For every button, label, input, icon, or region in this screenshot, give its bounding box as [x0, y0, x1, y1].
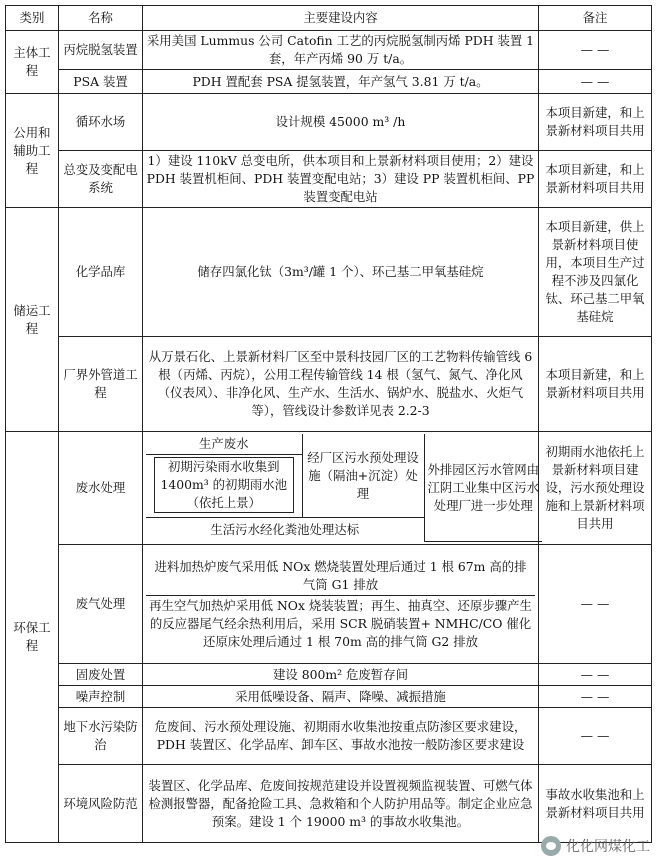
group-utility: 公用和辅助工程 [6, 94, 59, 208]
table-row [6, 31, 652, 70]
row-name: 废水处理 [59, 432, 143, 545]
row-name: 环境风险防范 [59, 765, 143, 843]
row-remark: 初期雨水池依托上景新材料项目建设，污水预处理设施和上景新材料项目共用 [539, 432, 652, 545]
table-row [6, 94, 652, 151]
header-name: 名称 [59, 6, 143, 31]
table-row [6, 708, 652, 765]
wechat-icon [541, 836, 561, 856]
initial-rain-box: 初期污染雨水收集到 1400m³ 的初期雨水池（依托上景） [154, 457, 294, 513]
row-name: 噪声控制 [59, 686, 143, 708]
production-wastewater-label: 生产废水 [146, 434, 302, 455]
header-category: 类别 [6, 6, 59, 31]
gas-item-2: 再生空气加热炉采用低 NOx 烧装装置；再生、抽真空、还原步骤产生的反应器尾气经余热利用后，采用 SCR 脱硝装置+ NMHC/CO 催化还原床处理后通过 1 根 70m 高的排气筒 G2 排放 [149, 597, 532, 649]
row-remark: — — [539, 708, 652, 765]
row-content: 采用低噪设备、隔声、降噪、减振措施 [143, 686, 539, 708]
row-remark: 本项目新建，和上景新材料项目共用 [539, 94, 652, 151]
table-row [6, 545, 652, 664]
row-content: PDH 置配套 PSA 提氢装置，年产氢气 3.81 万 t/a。 [143, 70, 539, 94]
table-row [6, 664, 652, 686]
table-row [6, 70, 652, 94]
group-env: 环保工程 [6, 432, 59, 843]
pretreatment-box: 经厂区污水预处理设施（隔油+沉淀）处理 [302, 434, 424, 518]
gas-item-1: 进料加热炉废气采用低 NOx 燃烧装置处理后通过 1 根 67m 高的排气筒 G1 排放 [146, 557, 535, 596]
row-content: 危废间、污水预处理设施、初期雨水收集池按重点防渗区要求建设，PDH 装置区、化学品库、卸车区、事故水池按一般防渗区要求建设 [143, 708, 539, 765]
row-content: 采用美国 Lummus 公司 Catofin 工艺的丙烷脱氢制丙烯 PDH 装置 1 套，年产丙烯 90 万 t/a。 [143, 31, 539, 70]
row-name: 丙烷脱氢装置 [59, 31, 143, 70]
header-content: 主要建设内容 [143, 6, 539, 31]
row-content: 储存四氯化钛（3m³/罐 1 个）、环己基二甲氧基硅烷 [143, 208, 539, 337]
table-row [6, 151, 652, 208]
row-content: 设计规模 45000 m³ /h [143, 94, 539, 151]
row-remark: — — [539, 545, 652, 664]
wastewater-flow [143, 432, 539, 545]
row-name: 地下水污染防治 [59, 708, 143, 765]
row-remark: 本项目新建，和上景新材料项目共用 [539, 337, 652, 432]
table-header-row [6, 6, 652, 31]
row-name: 废气处理 [59, 545, 143, 664]
table-row [6, 337, 652, 432]
wastewater-subtable [146, 434, 542, 542]
external-discharge-box: 外排园区污水管网由江阴工业集中区污水处理厂进一步处理 [424, 434, 542, 542]
row-name: 厂界外管道工程 [59, 337, 143, 432]
group-storage: 储运工程 [6, 208, 59, 432]
header-remark: 备注 [539, 6, 652, 31]
row-content: 1）建设 110kV 总变电所，供本项目和上景新材料项目使用；2）建设 PDH 装置机柜间、PDH 装置变配电站；3）建设 PP 装置机柜间、PP 装置变配电站 [143, 151, 539, 208]
watermark-text: 化化网煤化工 [566, 839, 650, 855]
row-remark: 本项目新建，和上景新材料项目共用 [539, 151, 652, 208]
row-name: 固废处置 [59, 664, 143, 686]
table-row [6, 432, 652, 545]
table-row [6, 765, 652, 843]
table-row [6, 686, 652, 708]
domestic-sewage-box: 生活污水经化粪池处理达标 [146, 518, 424, 542]
row-remark: — — [539, 31, 652, 70]
row-name: 化学品库 [59, 208, 143, 337]
gas-treatment [143, 545, 539, 664]
row-name: PSA 装置 [59, 70, 143, 94]
row-remark: — — [539, 70, 652, 94]
row-remark: 本项目新建，供上景新材料项目使用，本项目生产过程不涉及四氯化钛、环己基二甲氧基硅烷 [539, 208, 652, 337]
watermark [541, 836, 650, 856]
row-name: 循环水场 [59, 94, 143, 151]
row-name: 总变及变配电系统 [59, 151, 143, 208]
row-remark: — — [539, 686, 652, 708]
row-content: 建设 800m² 危废暂存间 [143, 664, 539, 686]
row-content: 从万景石化、上景新材料厂区至中景科技园厂区的工艺物料传输管线 6 根（丙烯、丙烷），公用工程传输管线 14 根（氢气、氮气、净化风（仪表风）、非净化风、生产水、生活水、锅炉水、脱盐水、火炬气等），管线设计参数详见表 2.2-3 [143, 337, 539, 432]
group-main: 主体工程 [6, 31, 59, 94]
row-remark: — — [539, 664, 652, 686]
row-content: 装置区、化学品库、危废间按规范建设并设置视频监视装置、可燃气体检测报警器，配备抢险工具、急救箱和个人防护用品等。制定企业应急预案。建设 1 个 19000 m³ 的事故水收集池。 [143, 765, 539, 843]
row-remark: 事故水收集池和上景新材料项目共用 [539, 765, 652, 843]
table-row [6, 208, 652, 337]
project-content-table [5, 5, 652, 843]
